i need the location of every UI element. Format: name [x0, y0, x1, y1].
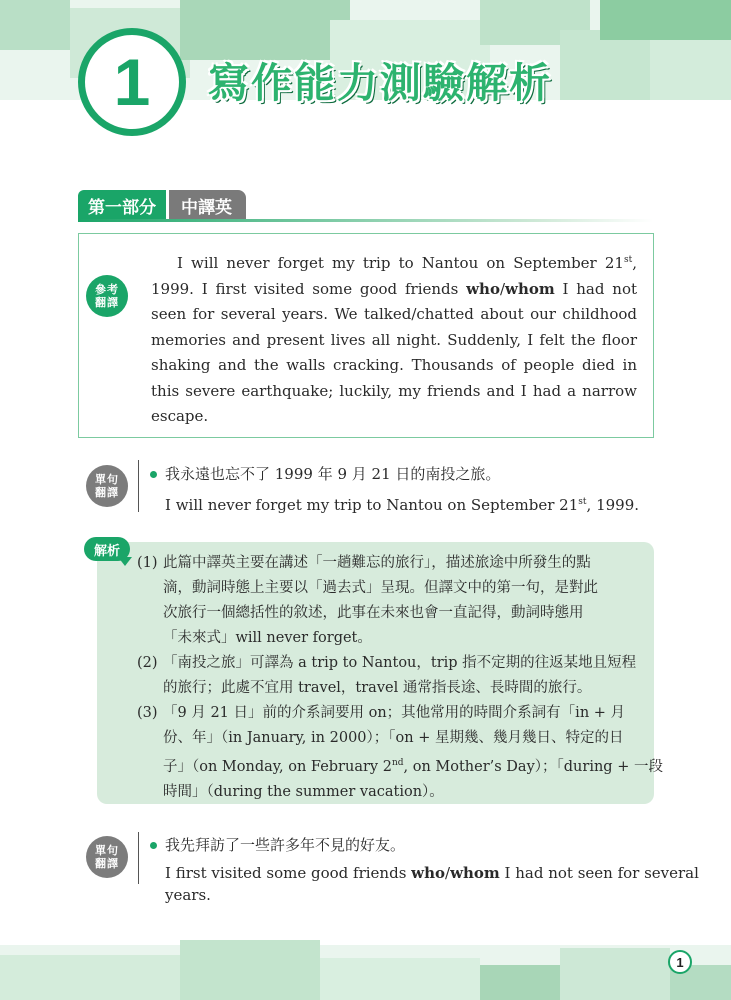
text-run: 子」（on Monday, on February 2 [163, 758, 392, 775]
section-divider [78, 219, 653, 222]
superscript: st [623, 255, 633, 265]
superscript: nd [391, 758, 404, 768]
text-run: , on Mother’s Day）；「during + 一段 [403, 758, 663, 775]
keyword: whom [505, 279, 555, 298]
reference-translation-text [151, 248, 637, 430]
text-run: , 1999. [586, 496, 640, 514]
analysis-item [137, 551, 598, 651]
text-run: I first visited some good friends [165, 864, 412, 882]
keyword: who [411, 864, 445, 882]
analysis-line: 次旅行一個總括性的敘述，此事在未來也會一直記得，動詞時態用 [163, 605, 584, 621]
analysis-item [137, 701, 663, 805]
text-run: / [499, 279, 506, 298]
text-run: I had not seen for several years. We talked/chatted about our childhood memories and present lives all night. Suddenly, I felt the floor shaking and the walls cracking. Thousands of people died in this severe earthquake; luckily, my friends and I had a narrow escape. [151, 279, 638, 425]
header-decoration [600, 0, 731, 40]
analysis-item-number: (3) [137, 705, 158, 721]
reference-translation-badge [86, 275, 128, 317]
analysis-item-number: (1) [137, 555, 158, 571]
footer-decoration [180, 940, 320, 1000]
badge-text: 參考 [95, 283, 119, 296]
analysis-line [163, 751, 663, 780]
sentence-english [165, 491, 639, 516]
analysis-line: 份、年」（in January, in 2000）；「on + 星期幾、幾月幾日、特定的日 [163, 730, 624, 746]
analysis-line: 的旅行；此處不宜用 travel，travel 通常指長途、長時間的旅行。 [163, 680, 592, 696]
analysis-tag-pointer [118, 557, 132, 566]
badge-text: 翻譯 [95, 486, 119, 499]
sentence-translation-badge [86, 465, 128, 507]
sentence-translation-badge [86, 836, 128, 878]
section-header [78, 190, 246, 220]
chapter-number: 1 [78, 28, 186, 136]
analysis-line: 「南投之旅」可譯為 a trip to Nantou，trip 指不定期的往返某地且短程 [163, 655, 637, 671]
analysis-line: 「未來式」will never forget。 [163, 630, 372, 646]
badge-text: 翻譯 [95, 857, 119, 870]
section-part-label: 第一部分 [78, 190, 166, 220]
keyword: who [466, 279, 500, 298]
header-decoration [650, 40, 731, 100]
text-run: I had not seen for several years. [165, 864, 699, 904]
sentence-english [165, 862, 731, 906]
page-number: 1 [668, 950, 692, 974]
analysis-line: 滴，動詞時態上主要以「過去式」呈現。但譯文中的第一句，是對此 [163, 580, 598, 596]
header-decoration [0, 0, 70, 50]
header-decoration [560, 30, 660, 100]
superscript: st [578, 497, 587, 507]
chapter-title: 寫作能力測驗解析 [208, 59, 552, 107]
sentence-divider [138, 460, 139, 512]
badge-text: 單句 [95, 473, 119, 486]
analysis-line: 此篇中譯英主要在講述「一趟難忘的旅行」，描述旅途中所發生的點 [163, 555, 591, 571]
text-run: I will never forget my trip to Nantou on September 21 [165, 496, 579, 514]
analysis-line: 時間」（during the summer vacation）。 [163, 783, 444, 800]
badge-text: 單句 [95, 844, 119, 857]
section-name-label: 中譯英 [169, 190, 246, 220]
text-run: / [445, 864, 451, 882]
footer-decoration [320, 958, 480, 1000]
analysis-item [137, 651, 636, 701]
sentence-chinese: 我先拜訪了一些許多年不見的好友。 [165, 836, 406, 854]
text-run: I will never forget my trip to Nantou on September 21 [177, 254, 624, 272]
footer-decoration [560, 948, 670, 1000]
text-run: , 1999. I first visited some good friends [151, 254, 637, 298]
sentence-divider [138, 832, 139, 884]
badge-text: 翻譯 [95, 296, 119, 309]
bullet [150, 471, 157, 478]
sentence-chinese: 我永遠也忘不了 1999 年 9 月 21 日的南投之旅。 [165, 465, 501, 483]
footer-decoration [480, 965, 560, 1000]
footer-decoration [0, 955, 180, 1000]
bullet [150, 842, 157, 849]
analysis-tag: 解析 [84, 537, 130, 561]
analysis-item-number: (2) [137, 655, 158, 671]
analysis-line: 「9 月 21 日」前的介系詞要用 on；其他常用的時間介系詞有「in + 月 [163, 705, 626, 721]
keyword: whom [450, 864, 500, 882]
